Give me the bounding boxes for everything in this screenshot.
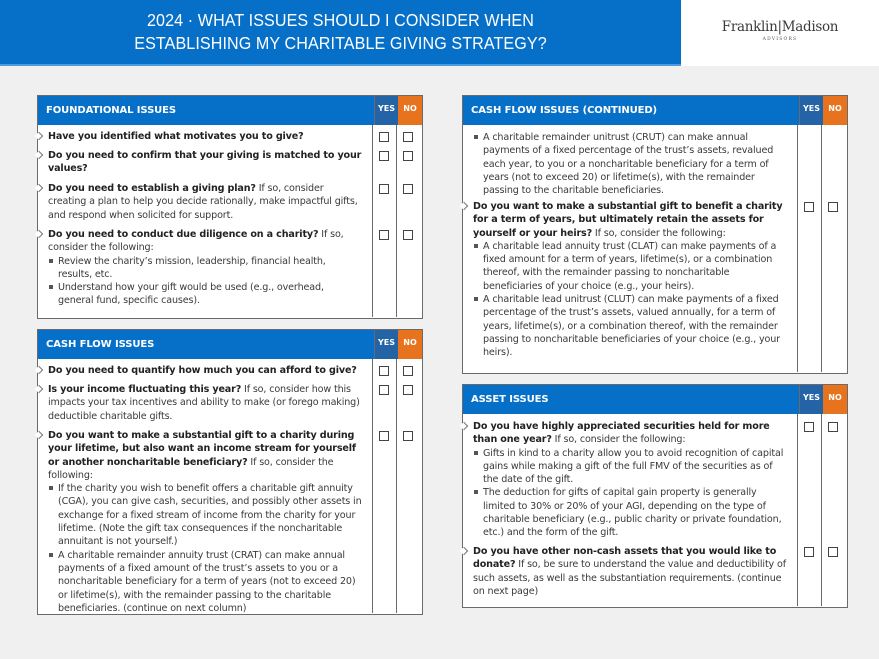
panel-body [463,414,847,606]
panel-body [463,125,847,372]
yes-column-header: YES [799,96,823,125]
yes-checkbox[interactable] [379,366,389,376]
lead-bullets [463,131,787,197]
question-text [48,228,362,255]
panel-body [38,125,422,317]
question-item [38,149,362,176]
bullet-item: A charitable lead annuity trust (CLAT) can make payments of a fixed amount for a term of years, lifetime(s), or a combination thereof, with the remainder passing to noncharitable beneficiaries of your choice (e.g., your heirs). [473,240,787,293]
question-text [48,383,362,423]
question-detail: If so, consider creating a plan to help you decide rationally, make impactful gifts, and respond when solicited for support. [48,183,358,221]
chevron-right-icon [35,184,43,192]
bullet-item: If the charity you wish to benefit offers a charitable gift annuity (CGA), you can give cash, securities, and possibly other assets in exchange for a fixed stream of income from the charity for your lifetime. (Note the gift tax consequences if the noncharitable annuitant is not yourself.) [48,482,362,548]
question-item [463,420,787,540]
yes-checkbox[interactable] [379,184,389,194]
yes-checkbox[interactable] [804,422,814,432]
foundational-issues-panel [37,95,423,319]
no-checkbox[interactable] [403,366,413,376]
question-bold: Do you need to conduct due diligence on a charity? [48,229,319,240]
yes-checkbox[interactable] [379,151,389,161]
yes-checkbox[interactable] [379,132,389,142]
yes-column-header: YES [374,96,398,125]
question-item [463,200,787,360]
question-item [38,383,362,423]
page-title [27,9,654,55]
logo [681,0,879,66]
question-text [473,420,787,447]
column-divider [797,414,798,606]
no-checkbox[interactable] [828,422,838,432]
no-checkbox[interactable] [403,431,413,441]
column-divider [372,125,373,317]
question-text [48,182,362,222]
question-text [48,130,362,143]
logo-subtitle: ADVISORS [762,37,798,42]
panel-header [38,96,422,125]
bullet-item: Understand how your gift would be used (e.g., overhead, general fund, specific causes). [48,281,362,308]
question-item [38,182,362,222]
question-bold: Do you need to confirm that your giving is matched to your values? [48,150,362,175]
question-text [473,200,787,240]
no-checkbox[interactable] [403,385,413,395]
question-bold: Do you have other non-cash assets that you would like to donate? [473,546,777,571]
no-checkbox[interactable] [403,184,413,194]
page-title-line-2: ESTABLISHING MY CHARITABLE GIVING STRATEGY? [134,33,547,53]
chevron-right-icon [35,230,43,238]
yes-column-header: YES [374,330,398,359]
chevron-right-icon [35,431,43,439]
chevron-right-icon [35,366,43,374]
question-detail: If so, consider the following: [48,229,344,254]
question-detail: If so, consider the following: [48,456,334,481]
logo-name: Franklin|Madison [721,19,839,35]
asset-issues-panel [462,384,848,608]
question-text [48,429,362,482]
chevron-right-icon [460,422,468,430]
cash-flow-issues-continued-panel [462,95,848,374]
yes-checkbox[interactable] [804,547,814,557]
column-divider [797,125,798,372]
question-item [38,228,362,308]
chevron-right-icon [35,385,43,393]
cash-flow-issues-panel [37,329,423,615]
chevron-right-icon [35,132,43,140]
question-bold: Do you need to quantify how much you can afford to give? [48,365,357,376]
yes-checkbox[interactable] [379,230,389,240]
yes-checkbox[interactable] [379,385,389,395]
panel-body [38,359,422,613]
bullet-item: Gifts in kind to a charity allow you to avoid recognition of capital gains while making a gift of the full FMV of the securities as of the date of the gift. [473,447,787,487]
question-item [38,130,362,143]
no-column-header: NO [823,385,847,414]
bullet-item: A charitable lead unitrust (CLUT) can make payments of a fixed percentage of the trust’s assets, valued annually, for a term of years, lifetime(s), or a combination thereof, with the remainder passing to noncharitable beneficiaries of your choice (e.g., your heirs). [473,293,787,359]
panel-header [463,96,847,125]
question-bold: Do you want to make a substantial gift to a charity during your lifetime, but also want an income stream for yourself or another noncharitable beneficiary? [48,430,356,468]
column-divider [821,414,822,606]
question-detail: If so, be sure to understand the value and deductibility of such assets, as well as the substantiation requirements. (continue on next page) [473,559,786,597]
question-text [48,364,362,377]
question-detail: If so, consider the following: [592,227,726,239]
chevron-right-icon [460,547,468,555]
page-title-line-1: 2024 · WHAT ISSUES SHOULD I CONSIDER WHEN [147,10,534,30]
panel-title: CASH FLOW ISSUES (CONTINUED) [471,105,658,116]
question-bold: Do you have highly appreciated securities held for more than one year? [473,421,770,446]
no-checkbox[interactable] [403,132,413,142]
bullet-item: Review the charity’s mission, leadership, financial health, results, etc. [48,255,362,282]
question-bold: Do you want to make a substantial gift to benefit a charity for a term of years, but ultimately retain the assets for yourself or your heirs? [473,201,783,239]
yes-checkbox[interactable] [379,431,389,441]
no-column-header: NO [398,330,422,359]
question-bold: Do you need to establish a giving plan? [48,183,256,194]
chevron-right-icon [460,202,468,210]
column-divider [372,359,373,613]
panel-title: FOUNDATIONAL ISSUES [46,105,177,116]
no-checkbox[interactable] [403,151,413,161]
yes-column-header: YES [799,385,823,414]
panel-header [463,385,847,414]
no-checkbox[interactable] [828,547,838,557]
bullet-item: A charitable remainder annuity trust (CRAT) can make annual payments of a fixed amount of the trust’s assets to you or a noncharitable beneficiary for a term of years (not to exceed 20) or lifetime(s), with the remainder passing to the charitable beneficiaries. (continue on next column) [48,549,362,615]
question-detail: If so, consider how this impacts your tax incentives and ability to make (or forego making) deductible charitable gifts. [48,384,360,422]
question-text [473,545,787,598]
question-text [48,149,362,176]
chevron-right-icon [35,151,43,159]
no-column-header: NO [398,96,422,125]
question-detail: If so, consider the following: [551,434,686,446]
yes-checkbox[interactable] [804,202,814,212]
no-checkbox[interactable] [403,230,413,240]
bullet-item: A charitable remainder unitrust (CRUT) can make annual payments of a fixed percentage of the trust’s assets, revalued each year, to you or a noncharitable beneficiary for a term of years (not to exceed 20) or lifetime(s), with the remainder passing to the charitable beneficiaries. [473,131,787,197]
panel-header [38,330,422,359]
column-divider [821,125,822,372]
no-column-header: NO [823,96,847,125]
question-bold: Is your income fluctuating this year? [48,384,242,395]
title-banner [0,0,681,66]
bullet-item: The deduction for gifts of capital gain property is generally limited to 30% or 20% of your AGI, depending on the type of charitable beneficiary (e.g., public charity or private foundation, etc.) and the form of the gift. [473,486,787,539]
panel-title: CASH FLOW ISSUES [46,339,155,350]
question-item [38,364,362,377]
column-divider [396,125,397,317]
question-bold: Have you identified what motivates you to give? [48,131,304,142]
no-checkbox[interactable] [828,202,838,212]
panel-title: ASSET ISSUES [471,394,549,405]
column-divider [396,359,397,613]
question-item [463,545,787,598]
question-item [38,429,362,615]
